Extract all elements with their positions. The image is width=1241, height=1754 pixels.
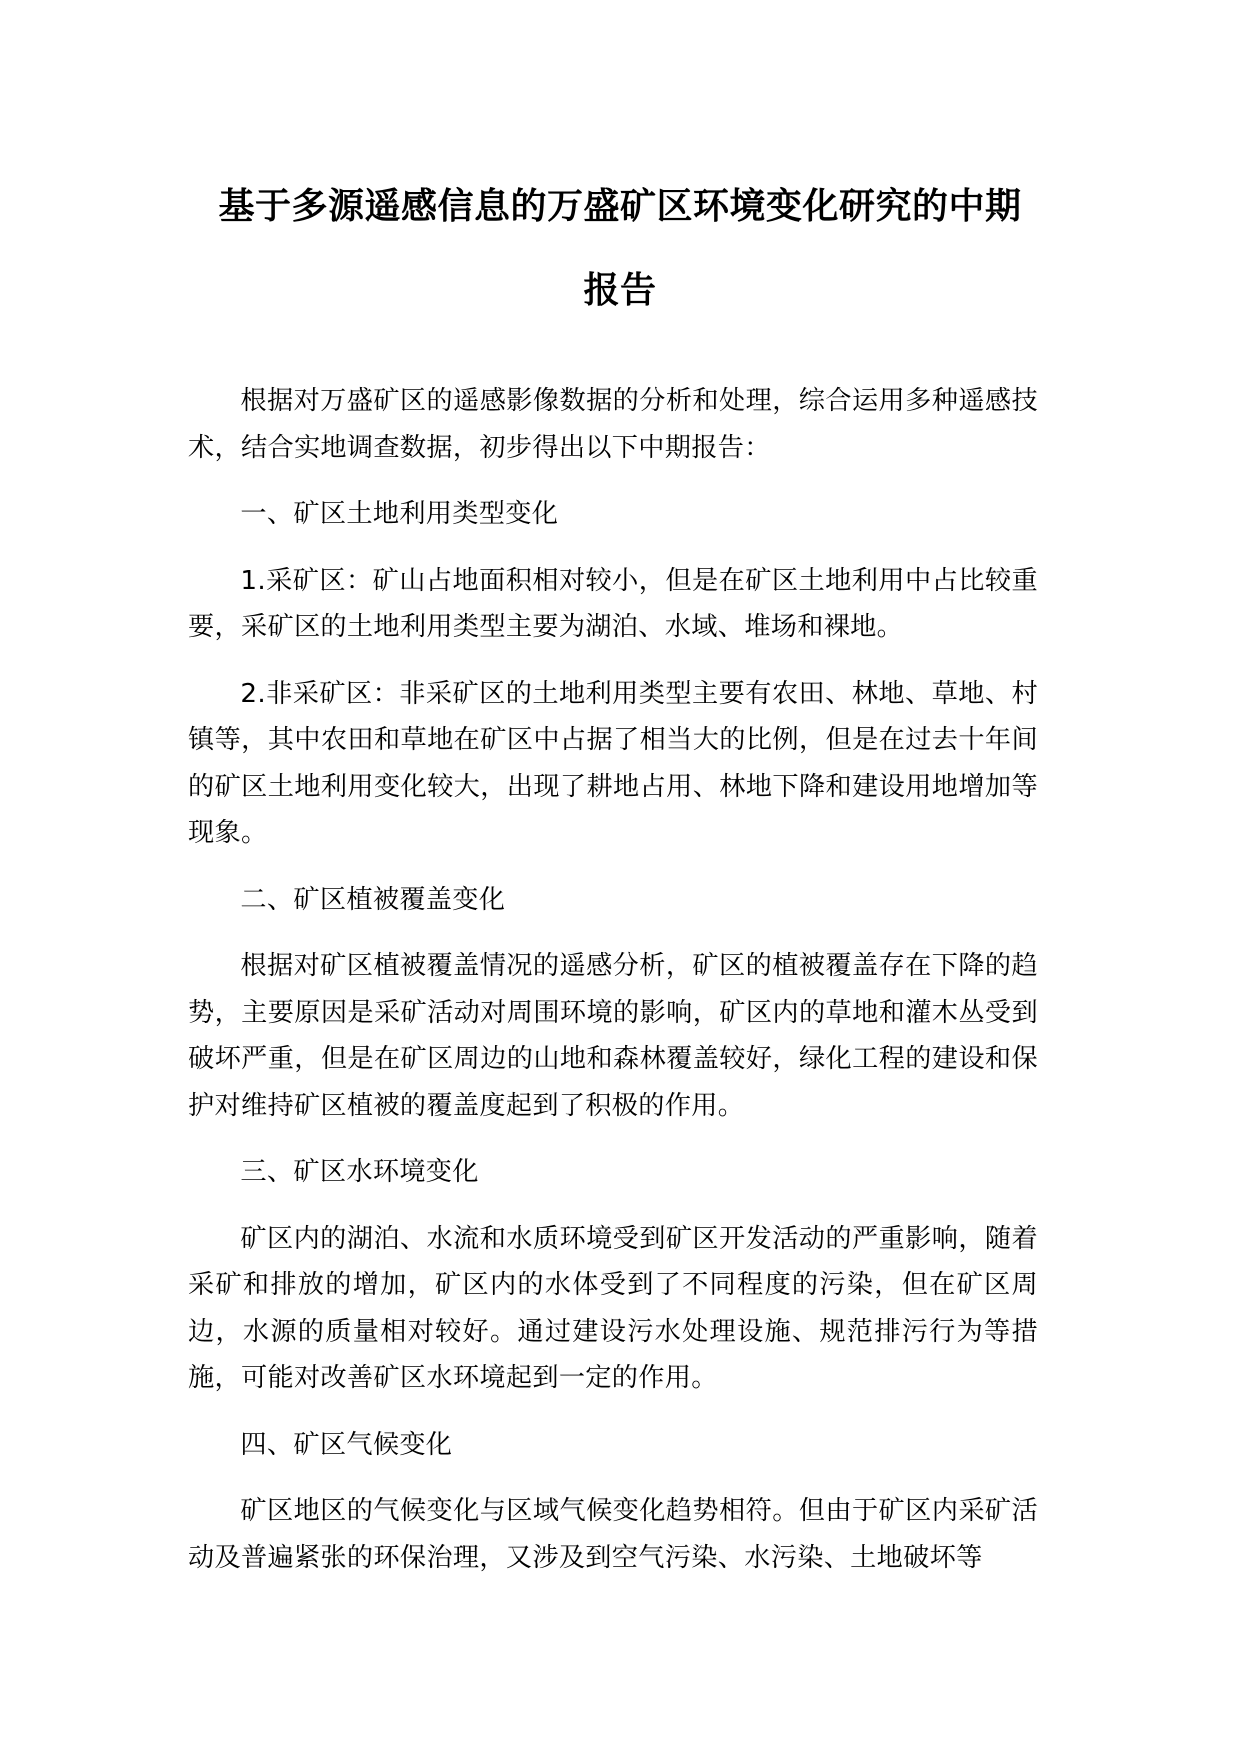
paragraph-water: 矿区内的湖泊、水流和水质环境受到矿区开发活动的严重影响，随着采矿和排放的增加，矿区内的水体受到了不同程度的污染，但在矿区周边，水源的质量相对较好。通过建设污水处理设施、规范排污行为等措施，可能对改善矿区水环境起到一定的作用。 <box>188 1223 1038 1393</box>
paragraph-non-mining-area: 2.非采矿区：非采矿区的土地利用类型主要有农田、林地、草地、村镇等，其中农田和草地在矿区中占据了相当大的比例，但是在过去十年间的矿区土地利用变化较大，出现了耕地占用、林地下降和建设用地增加等现象。 <box>188 678 1038 848</box>
document-title-line-2: 报告 <box>583 270 657 311</box>
paragraph-vegetation: 根据对矿区植被覆盖情况的遥感分析，矿区的植被覆盖存在下降的趋势，主要原因是采矿活动对周围环境的影响，矿区内的草地和灌木丛受到破坏严重，但是在矿区周边的山地和森林覆盖较好，绿化工程的建设和保护对维持矿区植被的覆盖度起到了积极的作用。 <box>188 951 1038 1121</box>
document-title-line-1: 基于多源遥感信息的万盛矿区环境变化研究的中期 <box>218 186 1022 227</box>
section-heading-climate: 四、矿区气候变化 <box>240 1429 453 1460</box>
section-heading-land-use: 一、矿区土地利用类型变化 <box>240 499 559 529</box>
section-heading-water: 三、矿区水环境变化 <box>240 1157 479 1187</box>
paragraph-mining-area: 1.采矿区：矿山占地面积相对较小，但是在矿区土地利用中占比较重要，采矿区的土地利用类型主要为湖泊、水域、堆场和裸地。 <box>188 565 1038 642</box>
document-body <box>188 378 1038 1601</box>
paragraph-climate: 矿区地区的气候变化与区域气候变化趋势相符。但由于矿区内采矿活动及普遍紧张的环保治理，又涉及到空气污染、水污染、土地破坏等 <box>188 1496 1038 1573</box>
section-heading-vegetation: 二、矿区植被覆盖变化 <box>240 884 506 915</box>
intro-paragraph: 根据对万盛矿区的遥感影像数据的分析和处理，综合运用多种遥感技术，结合实地调查数据，初步得出以下中期报告： <box>188 386 1038 463</box>
